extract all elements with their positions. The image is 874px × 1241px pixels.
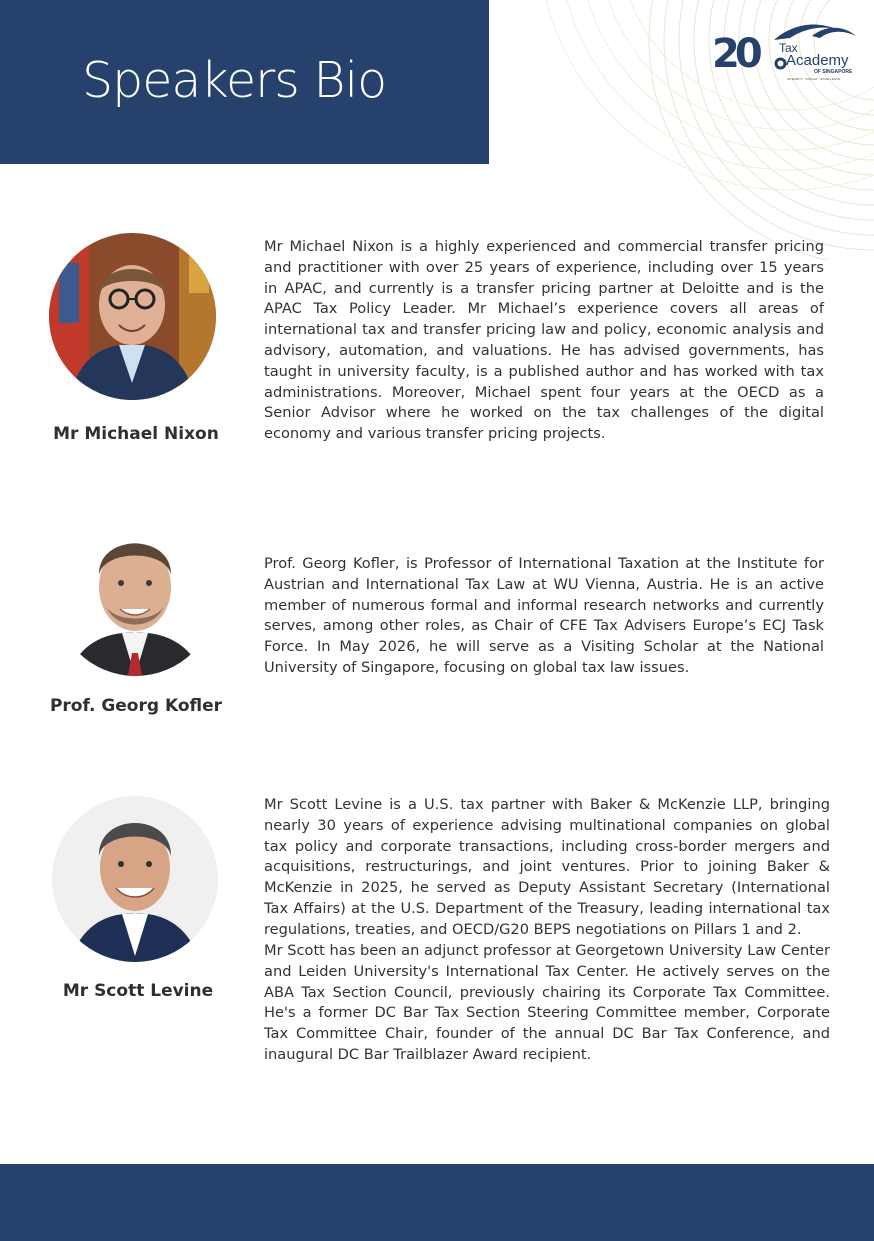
- logo-sub: OF SINGAPORE: [814, 69, 853, 75]
- speaker-photo-scott-levine: [52, 796, 218, 962]
- speaker-name-michael-nixon: Mr Michael Nixon: [53, 424, 219, 444]
- speaker-bio-michael-nixon: Mr Michael Nixon is a highly experienced and commercial transfer pricing and practitioner with over 25 years of experience, including over 15 years in APAC, and currently is a transfer pricing partner at Deloitte and is the APAC Tax Policy Leader. Mr Michael’s experience covers all areas of international tax and transfer pricing law and policy, economic analysis and advisory, automation, and valuations. He has advised governments, has taught in university faculty, is a published author and has worked with tax administrations. Moreover, Michael spent four years at the OECD as a Senior Advisor where he worked on the tax challenges of the digital economy and various transfer pricing projects.: [264, 238, 824, 443]
- logo-tagline: INTEGRITY · INSIGHT · EXCELLENCE: [787, 77, 841, 81]
- speaker-bio-georg-kofler: Prof. Georg Kofler, is Professor of International Taxation at the Institute for Austrian and International Tax Law at WU Vienna, Austria. He is an active member of numerous formal and informal research networks and currently serves, among other roles, as Chair of CFE Tax Advisers Europe’s ECJ Task Force. In May 2026, he will serve as a Visiting Scholar at the National University of Singapore, focusing on global tax law issues.: [264, 555, 824, 676]
- logo-tax: Tax: [779, 41, 798, 55]
- speaker-bio-scott-levine: Mr Scott Levine is a U.S. tax partner with Baker & McKenzie LLP, bringing nearly 30 years of experience advising multinational companies on global tax policy and corporate transactions, including cross-border mergers and acquisitions, restructurings, and joint ventures. Prior to joining Baker & McKenzie in 2025, he served as Deputy Assistant Secretary (International Tax Affairs) at the U.S. Department of the Treasury, leading international tax regulations, treaties, and OECD/G20 BEPS negotiations on Pillars 1 and 2.: [264, 796, 830, 938]
- speaker-photo-georg-kofler: [54, 513, 217, 676]
- tax-academy-logo: [712, 22, 858, 82]
- speaker-name-georg-kofler: Prof. Georg Kofler: [49, 696, 223, 716]
- logo-academy: Academy: [786, 52, 849, 69]
- logo-number: 20: [712, 31, 758, 77]
- speaker-name-scott-levine: Mr Scott Levine: [62, 981, 214, 1001]
- page-title: Speakers Bio: [82, 52, 387, 109]
- speaker-bio-scott-levine-continued: Mr Scott has been an adjunct professor at Georgetown University Law Center and Leiden University's International Tax Center. He actively serves on the ABA Tax Section Council, previously chairing its Corporate Tax Committee. He's a former DC Bar Tax Section Steering Committee member, Corporate Tax Committee Chair, founder of the annual DC Bar Tax Conference, and inaugural DC Bar Trailblazer Award recipient.: [264, 942, 830, 1063]
- footer-band: [0, 1164, 874, 1241]
- speaker-photo-michael-nixon: [49, 233, 216, 400]
